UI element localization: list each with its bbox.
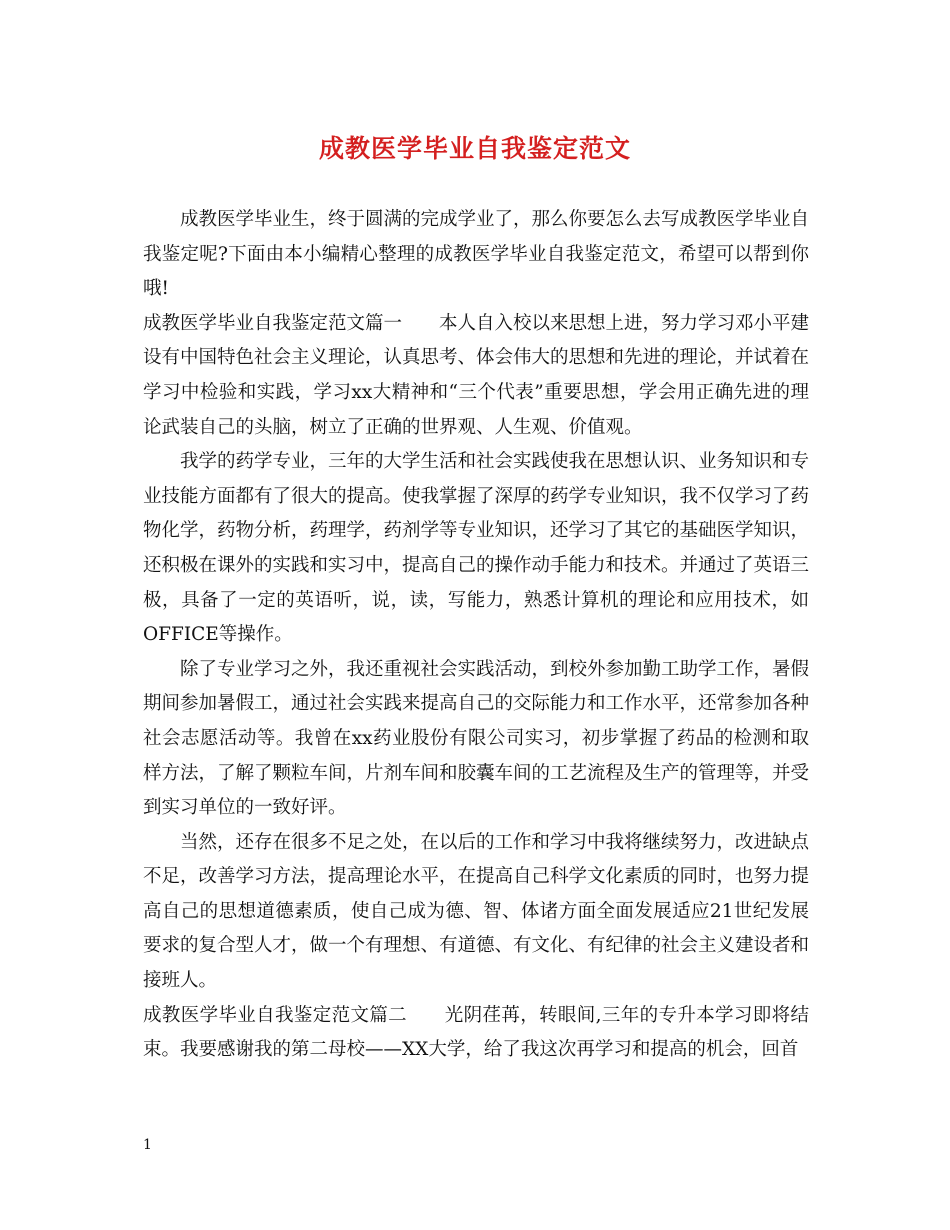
- paragraph-practice: 除了专业学习之外，我还重视社会实践活动，到校外参加勤工助学工作，暑假期间参加暑假工，通过社会实践来提高自己的交际能力和工作水平，还常参加各种社会志愿活动等。我曾在xx药业股份有限公司实习，初步掌握了药品的检测和取样方法，了解了颗粒车间，片剂车间和胶囊车间的工艺流程及生产的管理等，并受到实习单位的一致好评。: [143, 658, 810, 819]
- paragraph-major: 我学的药学专业，三年的大学生活和社会实践使我在思想认识、业务知识和专业技能方面都有了很大的提高。使我掌握了深厚的药学专业知识，我不仅学习了药物化学，药物分析，药理学，药剂学等专业知识，还学习了其它的基础医学知识，还积极在课外的实践和实习中，提高自己的操作动手能力和技术。并通过了英语三极，具备了一定的英语听，说，读，写能力，熟悉计算机的理论和应用技术，如OFFICE等操作。: [143, 451, 810, 646]
- paragraph-intro: 成教医学毕业生，终于圆满的完成学业了，那么你要怎么去写成教医学毕业自我鉴定呢?下面由本小编精心整理的成教医学毕业自我鉴定范文，希望可以帮到你哦!: [143, 209, 810, 300]
- paragraph-shortcomings: 当然，还存在很多不足之处，在以后的工作和学习中我将继续努力，改进缺点不足，改善学习方法，提高理论水平，在提高自己科学文化素质的同时，也努力提高自己的思想道德素质，使自己成为德、智、体诸方面全面发展适应21世纪发展要求的复合型人才，做一个有理想、有道德、有文化、有纪律的社会主义建设者和接班人。: [143, 831, 810, 992]
- document-body: [143, 203, 809, 1068]
- document-title: 成教医学毕业自我鉴定范文: [318, 134, 631, 163]
- paragraph-sample-one: 成教医学毕业自我鉴定范文篇一 本人自入校以来思想上进，努力学习邓小平建设有中国特色社会主义理论，认真思考、体会伟大的思想和先进的理论，并试着在学习中检验和实践，学习xx大精神和“三个代表”重要思想，学会用正确先进的理论武装自己的头脑，树立了正确的世界观、人生观、价值观。: [143, 312, 810, 438]
- page-number: 1: [143, 1137, 152, 1153]
- paragraph-sample-two: 成教医学毕业自我鉴定范文篇二 光阴荏苒，转眼间,三年的专升本学习即将结束。我要感谢我的第二母校——XX大学，给了我这次再学习和提高的机会，回首: [143, 1004, 809, 1061]
